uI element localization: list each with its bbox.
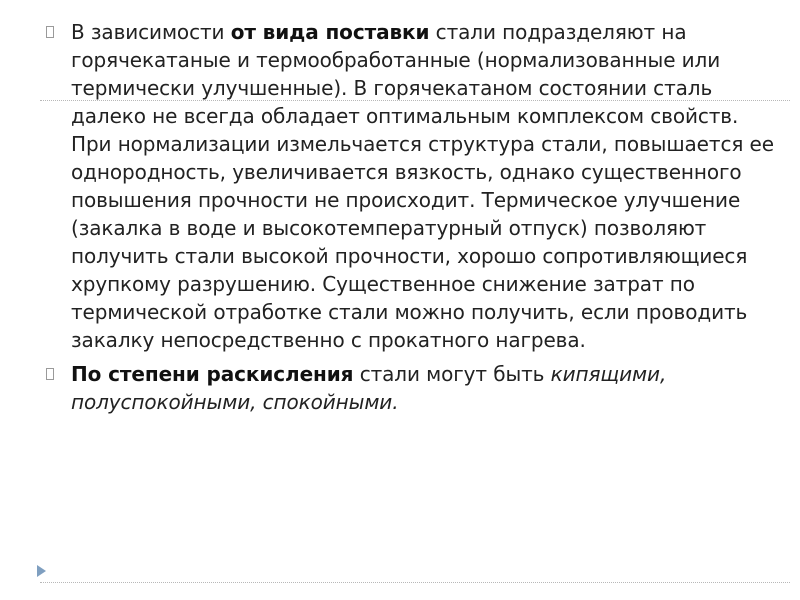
hollow-square-bullet-icon: [46, 26, 54, 38]
bullet-emphasis-text: По степени раскисления: [71, 362, 354, 386]
hollow-square-bullet-icon: [46, 368, 54, 380]
bullet-prefix-text: В зависимости: [71, 20, 231, 44]
bottom-dotted-divider: [40, 582, 790, 583]
bullet-list: [44, 18, 774, 416]
bullet-body-text: стали могут быть: [353, 362, 551, 386]
bullet-item-deoxidation: [44, 360, 774, 416]
bullet-emphasis-text: от вида поставки: [230, 20, 430, 44]
bullet-body-text: стали подразделяют на горячекатаные и термообработанные (нормализованные или термически улучшенные). В горячекатаном состоянии сталь далеко не всегда обладает оптимальным комплексом свойств. При нормализации измельчается структура стали, повышается ее однородность, увеличивается вязкость, однако существенного повышения прочности не происходит. Термическое улучшение (закалка в воде и высокотемпературный отпуск) позволяют получить стали высокой прочности, хорошо сопротивляющиеся хрупкому разрушению. Существенное снижение затрат по термической отработке стали можно получить, если проводить закалку непосредственно с прокатного нагрева.: [71, 20, 774, 352]
bullet-item-supply-type: [44, 18, 774, 354]
triangle-arrow-icon[interactable]: [37, 565, 46, 577]
bullet-italic-text: кипящими, полуспокойными, спокойными.: [71, 362, 667, 414]
